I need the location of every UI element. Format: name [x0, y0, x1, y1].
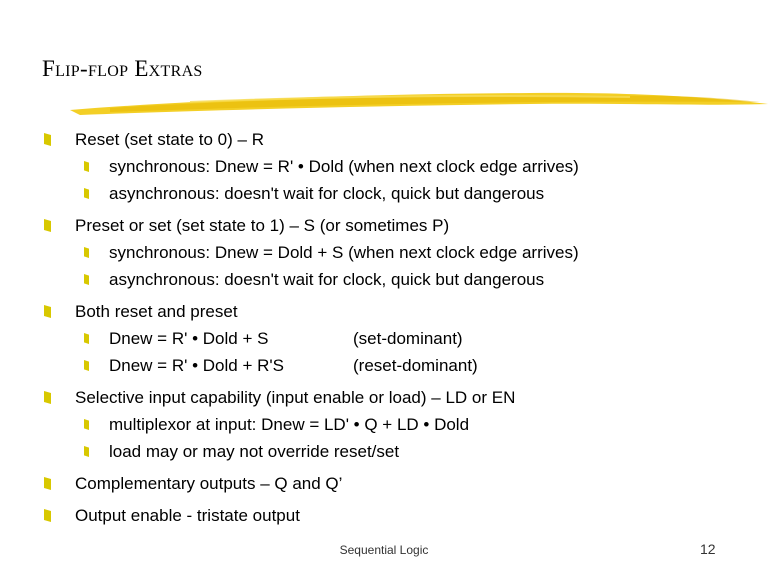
sub-bullet-marker-icon	[84, 274, 89, 285]
equation-note: (reset-dominant)	[353, 356, 478, 375]
bullet-text: Reset (set state to 0) – R	[75, 130, 264, 149]
bullet-text: Selective input capability (input enable or load) – LD or EN	[75, 388, 516, 407]
bullet-text: Complementary outputs – Q and Q’	[75, 474, 343, 493]
slide-title: Flip-flop Extras	[42, 56, 203, 81]
bullet-item	[44, 384, 744, 465]
bullet-item	[44, 212, 744, 293]
sub-bullet-marker-icon	[84, 419, 89, 430]
sub-bullet-marker-icon	[84, 333, 89, 344]
sub-bullet-marker-icon	[84, 360, 89, 371]
slide-footer: Sequential Logic	[339, 543, 429, 557]
bullet-text: Output enable - tristate output	[75, 506, 300, 525]
bullet-text: Both reset and preset	[75, 302, 238, 321]
title-underline-swoosh	[70, 88, 768, 118]
bullet-item	[44, 298, 744, 379]
sub-bullet-marker-icon	[84, 446, 89, 457]
equation-text: Dnew = R' • Dold + S	[109, 329, 269, 348]
equation-note: (set-dominant)	[353, 329, 463, 348]
bullet-marker-icon	[44, 509, 51, 522]
bullet-item	[44, 126, 744, 207]
sub-bullet-text: asynchronous: doesn't wait for clock, quick but dangerous	[109, 270, 545, 289]
sub-bullet-text: multiplexor at input: Dnew = LD' • Q + LD • Dold	[109, 415, 470, 434]
bullet-marker-icon	[44, 391, 51, 404]
bullet-item	[44, 502, 744, 529]
bullet-marker-icon	[44, 477, 51, 490]
bullet-item	[44, 470, 744, 497]
bullet-marker-icon	[44, 219, 51, 232]
bullet-text: Preset or set (set state to 1) – S (or sometimes P)	[75, 216, 450, 235]
bullet-marker-icon	[44, 133, 51, 146]
sub-bullet-text: synchronous: Dnew = R' • Dold (when next clock edge arrives)	[109, 157, 579, 176]
sub-bullet-text: synchronous: Dnew = Dold + S (when next clock edge arrives)	[109, 243, 579, 262]
sub-bullet-text: asynchronous: doesn't wait for clock, quick but dangerous	[109, 184, 545, 203]
sub-bullet-marker-icon	[84, 161, 89, 172]
sub-bullet-marker-icon	[84, 188, 89, 199]
bullet-marker-icon	[44, 305, 51, 318]
page-number: 12	[700, 541, 716, 557]
equation-text: Dnew = R' • Dold + R'S	[109, 356, 284, 375]
sub-bullet-text: load may or may not override reset/set	[109, 442, 400, 461]
sub-bullet-marker-icon	[84, 247, 89, 258]
bullet-list	[44, 126, 744, 529]
